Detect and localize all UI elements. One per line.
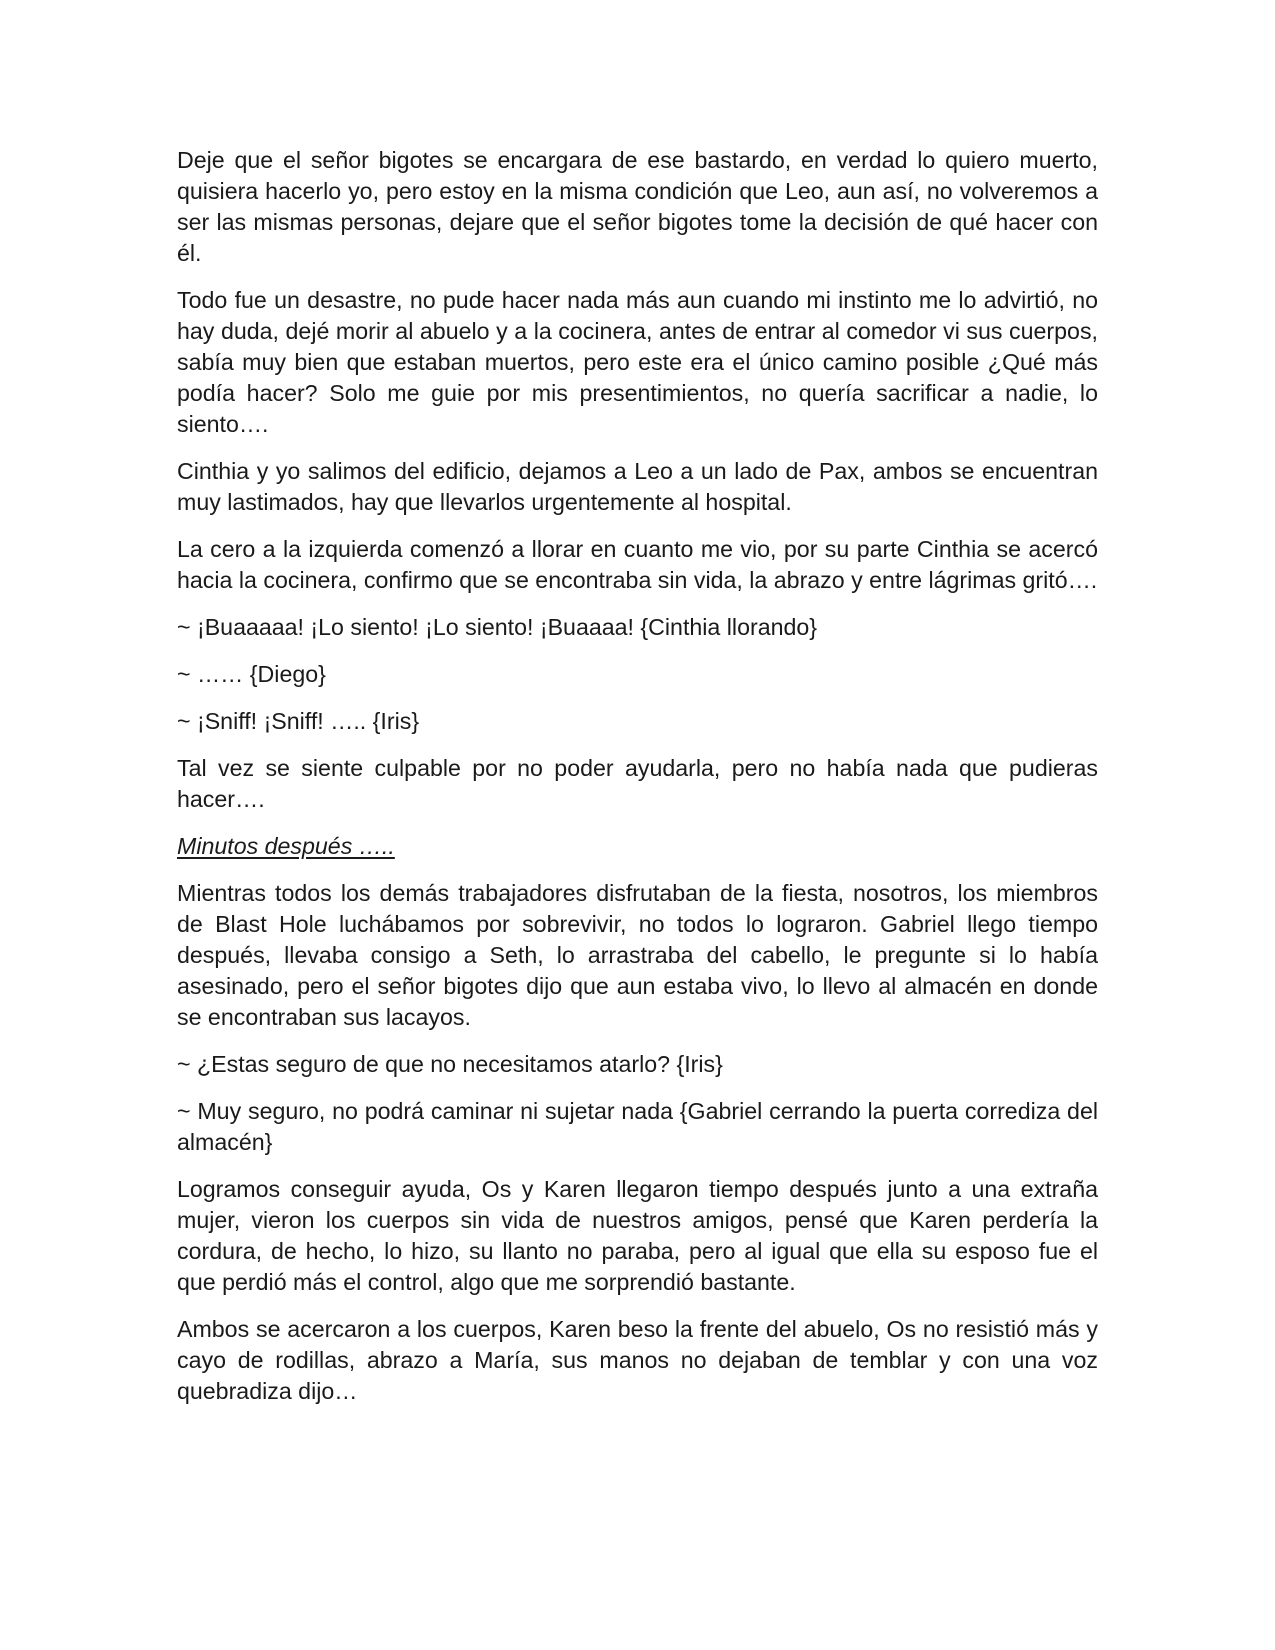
dialogue-line: ~ …… {Diego} xyxy=(177,661,326,687)
dialogue-line: ~ Muy seguro, no podrá caminar ni sujetar nada {Gabriel cerrando la puerta corrediza del almacén} xyxy=(177,1098,1098,1155)
paragraph: Tal vez se siente culpable por no poder ayudarla, pero no había nada que pudieras hacer…. xyxy=(177,755,1098,812)
paragraph: Mientras todos los demás trabajadores disfrutaban de la fiesta, nosotros, los miembros de Blast Hole luchábamos por sobrevivir, no todos lo lograron. Gabriel llego tiempo después, llevaba consigo a Seth, lo arrastraba del cabello, le pregunte si lo había asesinado, pero el señor bigotes dijo que aun estaba vivo, lo llevo al almacén en donde se encontraban sus lacayos. xyxy=(177,880,1098,1030)
paragraph: Todo fue un desastre, no pude hacer nada más aun cuando mi instinto me lo advirtió, no hay duda, dejé morir al abuelo y a la cocinera, antes de entrar al comedor vi sus cuerpos, sabía muy bien que estaban muertos, pero este era el único camino posible ¿Qué más podía hacer? Solo me guie por mis presentimientos, no quería sacrificar a nadie, lo siento…. xyxy=(177,287,1098,437)
paragraph: La cero a la izquierda comenzó a llorar en cuanto me vio, por su parte Cinthia se acercó hacia la cocinera, confirmo que se encontraba sin vida, la abrazo y entre lágrimas gritó…. xyxy=(177,536,1098,593)
document-body xyxy=(177,145,1098,1423)
scene-break-heading: Minutos después ….. xyxy=(177,833,395,859)
dialogue-line: ~ ¿Estas seguro de que no necesitamos atarlo? {Iris} xyxy=(177,1051,723,1077)
paragraph: Deje que el señor bigotes se encargara de ese bastardo, en verdad lo quiero muerto, quisiera hacerlo yo, pero estoy en la misma condición que Leo, aun así, no volveremos a ser las mismas personas, dejare que el señor bigotes tome la decisión de qué hacer con él. xyxy=(177,147,1098,266)
paragraph: Cinthia y yo salimos del edificio, dejamos a Leo a un lado de Pax, ambos se encuentran muy lastimados, hay que llevarlos urgentemente al hospital. xyxy=(177,458,1098,515)
dialogue-line: ~ ¡Buaaaaa! ¡Lo siento! ¡Lo siento! ¡Buaaaa! {Cinthia llorando} xyxy=(177,614,818,640)
dialogue-line: ~ ¡Sniff! ¡Sniff! ….. {Iris} xyxy=(177,708,420,734)
paragraph: Logramos conseguir ayuda, Os y Karen llegaron tiempo después junto a una extraña mujer, vieron los cuerpos sin vida de nuestros amigos, pensé que Karen perdería la cordura, de hecho, lo hizo, su llanto no paraba, pero al igual que ella su esposo fue el que perdió más el control, algo que me sorprendió bastante. xyxy=(177,1176,1098,1295)
paragraph: Ambos se acercaron a los cuerpos, Karen beso la frente del abuelo, Os no resistió más y cayo de rodillas, abrazo a María, sus manos no dejaban de temblar y con una voz quebradiza dijo… xyxy=(177,1316,1098,1404)
